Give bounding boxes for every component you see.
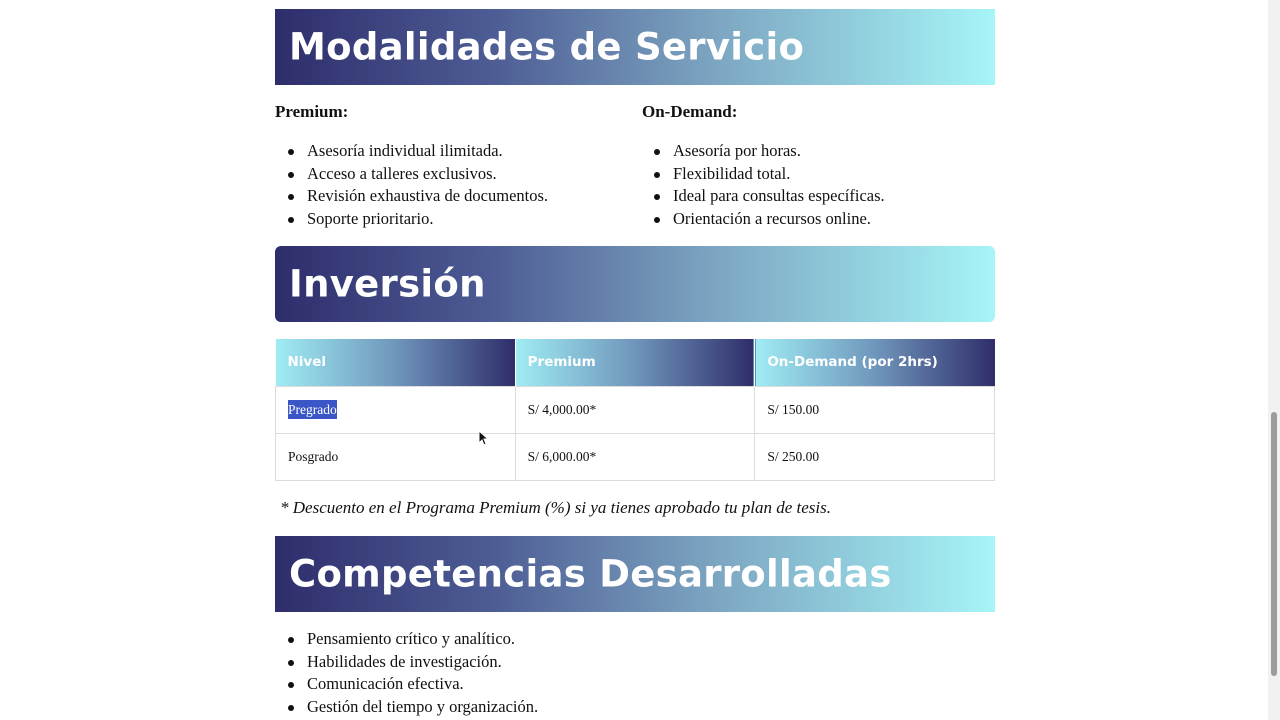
column-header-ondemand: On-Demand (por 2hrs) bbox=[755, 339, 995, 386]
vertical-scrollbar[interactable] bbox=[1268, 0, 1280, 720]
table-header-row bbox=[276, 339, 995, 386]
list-item: Comunicación efectiva. bbox=[275, 673, 538, 696]
inversion-title: Inversión bbox=[289, 262, 486, 306]
ondemand-heading: On-Demand: bbox=[642, 102, 738, 121]
table-cell[interactable]: S/ 4,000.00* bbox=[515, 386, 755, 433]
list-item: Asesoría por horas. bbox=[641, 140, 885, 163]
list-item: Flexibilidad total. bbox=[641, 163, 885, 186]
list-item: Acceso a talleres exclusivos. bbox=[275, 163, 548, 186]
list-item: Pensamiento crítico y analítico. bbox=[275, 628, 538, 651]
modalidades-banner bbox=[275, 9, 995, 85]
pricing-table bbox=[275, 339, 995, 481]
list-item: Revisión exhaustiva de documentos. bbox=[275, 185, 548, 208]
ondemand-list bbox=[641, 140, 885, 230]
list-item: Gestión del tiempo y organización. bbox=[275, 696, 538, 719]
list-item: Orientación a recursos online. bbox=[641, 208, 885, 231]
premium-heading: Premium: bbox=[275, 102, 349, 121]
table-cell[interactable]: S/ 150.00 bbox=[755, 386, 995, 433]
competencias-banner bbox=[275, 536, 995, 612]
inversion-banner bbox=[275, 246, 995, 322]
column-header-nivel: Nivel bbox=[276, 339, 516, 386]
table-row bbox=[276, 386, 995, 433]
list-item: Soporte prioritario. bbox=[275, 208, 548, 231]
list-item: Ideal para consultas específicas. bbox=[641, 185, 885, 208]
table-cell[interactable]: S/ 250.00 bbox=[755, 433, 995, 480]
modalidades-title: Modalidades de Servicio bbox=[289, 25, 805, 69]
mouse-cursor-icon bbox=[478, 430, 490, 446]
selected-text[interactable]: Pregrado bbox=[288, 401, 337, 417]
competencias-list bbox=[275, 628, 538, 718]
competencias-title: Competencias Desarrolladas bbox=[289, 552, 892, 596]
table-row bbox=[276, 433, 995, 480]
list-item: Asesoría individual ilimitada. bbox=[275, 140, 548, 163]
list-item: Habilidades de investigación. bbox=[275, 651, 538, 674]
premium-list bbox=[275, 140, 548, 230]
table-cell[interactable]: S/ 6,000.00* bbox=[515, 433, 755, 480]
scrollbar-thumb[interactable] bbox=[1271, 412, 1277, 676]
table-cell[interactable] bbox=[276, 386, 516, 433]
table-cell[interactable]: Posgrado bbox=[276, 433, 516, 480]
discount-note: * Descuento en el Programa Premium (%) si ya tienes aprobado tu plan de tesis. bbox=[280, 498, 831, 517]
column-header-premium: Premium bbox=[515, 339, 755, 386]
